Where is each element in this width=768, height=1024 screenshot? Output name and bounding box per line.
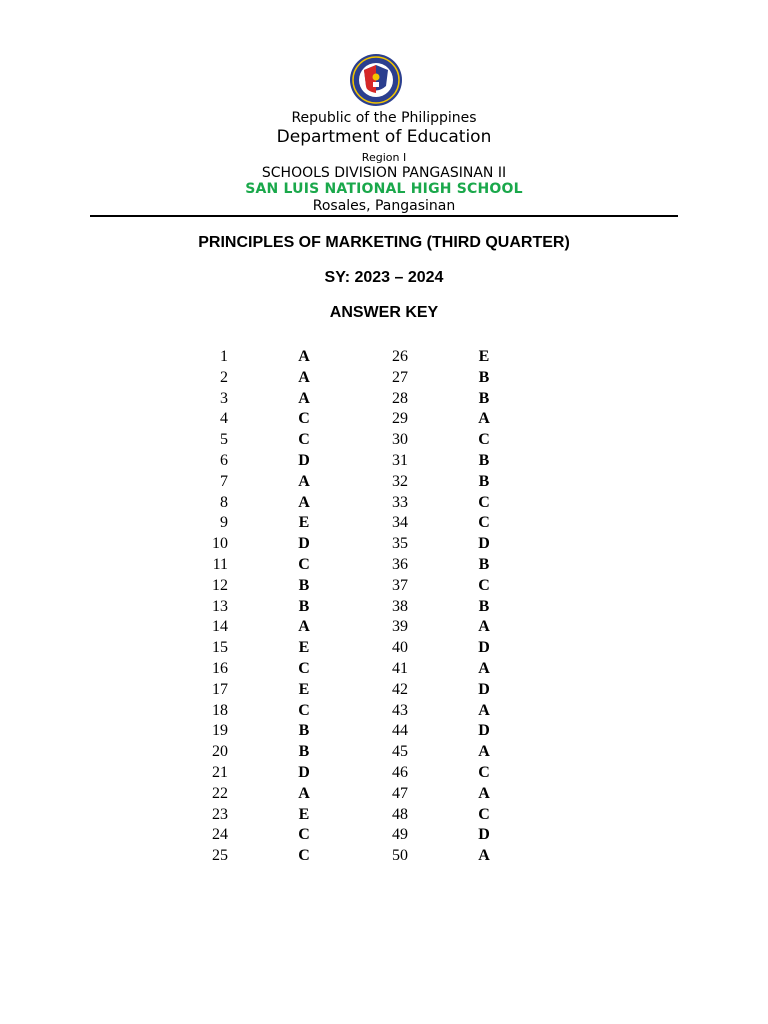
item-number: 31 (392, 452, 408, 469)
item-number: 22 (212, 784, 228, 802)
item-answer: A (298, 368, 310, 386)
item-number: 6 (220, 452, 228, 469)
table-row (0, 616, 768, 637)
item-number: 32 (392, 472, 408, 490)
department-line: Department of Education (276, 127, 492, 147)
table-row (0, 679, 768, 700)
item-answer: D (298, 764, 310, 781)
item-number: 45 (392, 743, 408, 761)
item-number: 23 (212, 805, 228, 823)
item-answer: C (298, 660, 310, 677)
item-answer: D (478, 826, 490, 844)
item-answer: D (298, 535, 310, 553)
item-number: 10 (212, 535, 228, 553)
school-year: SY: 2023 – 2024 (324, 269, 444, 286)
item-answer: A (478, 743, 490, 761)
item-answer: A (478, 618, 490, 636)
deped-seal-icon (345, 53, 407, 107)
table-row (0, 637, 768, 658)
school-location: Rosales, Pangasinan (312, 198, 456, 214)
item-answer: C (478, 576, 490, 594)
item-number: 26 (392, 348, 408, 365)
item-answer: E (298, 680, 310, 698)
table-row (0, 845, 768, 866)
item-answer: A (478, 410, 490, 428)
item-number: 24 (212, 826, 228, 844)
table-row (0, 824, 768, 845)
item-answer: D (478, 535, 490, 553)
item-number: 14 (212, 618, 228, 636)
item-answer: A (298, 493, 310, 511)
item-answer: B (478, 472, 490, 490)
table-row (0, 554, 768, 575)
table-row (0, 346, 768, 367)
item-number: 15 (212, 639, 228, 657)
item-number: 47 (392, 784, 408, 802)
division-line: SCHOOLS DIVISION PANGASINAN II (261, 165, 507, 181)
region-line: Region I (361, 151, 407, 164)
item-answer: C (298, 556, 310, 573)
item-number: 36 (392, 556, 408, 573)
item-number: 35 (392, 535, 408, 553)
item-answer: D (478, 680, 490, 698)
item-number: 50 (392, 847, 408, 865)
item-number: 38 (392, 597, 408, 615)
item-number: 17 (212, 680, 228, 698)
item-number: 7 (220, 472, 228, 490)
item-number: 9 (220, 514, 228, 532)
item-number: 21 (212, 764, 228, 781)
item-answer: A (478, 701, 490, 719)
item-answer: B (478, 368, 490, 386)
item-number: 41 (392, 660, 408, 677)
item-number: 30 (392, 431, 408, 449)
item-answer: C (478, 764, 490, 781)
item-answer: C (298, 826, 310, 844)
item-answer: B (298, 597, 310, 615)
table-row (0, 533, 768, 554)
table-row (0, 762, 768, 783)
item-answer: E (298, 639, 310, 657)
item-number: 19 (212, 722, 228, 740)
item-answer: D (478, 639, 490, 657)
item-number: 49 (392, 826, 408, 844)
table-row (0, 367, 768, 388)
item-number: 40 (392, 639, 408, 657)
item-number: 28 (392, 389, 408, 407)
item-number: 13 (212, 597, 228, 615)
item-answer: A (298, 472, 310, 490)
item-answer: A (298, 389, 310, 407)
item-answer: A (478, 784, 490, 802)
item-number: 12 (212, 576, 228, 594)
item-number: 39 (392, 618, 408, 636)
item-answer: E (478, 348, 490, 365)
item-answer: B (478, 556, 490, 573)
item-answer: A (478, 660, 490, 677)
table-row (0, 596, 768, 617)
table-row (0, 575, 768, 596)
item-number: 33 (392, 493, 408, 511)
item-answer: A (478, 847, 490, 865)
table-row (0, 741, 768, 762)
school-name: SAN LUIS NATIONAL HIGH SCHOOL (245, 181, 523, 197)
item-answer: A (298, 784, 310, 802)
item-number: 29 (392, 410, 408, 428)
item-number: 3 (220, 389, 228, 407)
item-answer: B (298, 743, 310, 761)
item-answer: D (298, 452, 310, 469)
item-number: 4 (220, 410, 228, 428)
item-answer: C (478, 805, 490, 823)
table-row (0, 492, 768, 513)
item-answer: C (478, 514, 490, 532)
table-row (0, 658, 768, 679)
item-number: 18 (212, 701, 228, 719)
item-number: 46 (392, 764, 408, 781)
item-answer: C (298, 410, 310, 428)
table-row (0, 429, 768, 450)
item-answer: B (478, 452, 490, 469)
item-answer: B (478, 389, 490, 407)
item-answer: A (298, 348, 310, 365)
item-number: 5 (220, 431, 228, 449)
item-answer: A (298, 618, 310, 636)
item-number: 8 (220, 493, 228, 511)
table-row (0, 804, 768, 825)
item-answer: C (298, 847, 310, 865)
item-answer: B (478, 597, 490, 615)
item-answer: C (478, 431, 490, 449)
answer-key-heading: ANSWER KEY (329, 304, 439, 321)
item-number: 34 (392, 514, 408, 532)
table-row (0, 512, 768, 533)
header-divider (90, 215, 678, 217)
item-answer: C (298, 701, 310, 719)
item-number: 43 (392, 701, 408, 719)
item-number: 1 (220, 348, 228, 365)
table-row (0, 471, 768, 492)
item-number: 2 (220, 368, 228, 386)
table-row (0, 408, 768, 429)
republic-line: Republic of the Philippines (291, 110, 477, 126)
item-number: 20 (212, 743, 228, 761)
table-row (0, 720, 768, 741)
item-number: 44 (392, 722, 408, 740)
item-answer: B (298, 576, 310, 594)
item-number: 27 (392, 368, 408, 386)
table-row (0, 700, 768, 721)
item-answer: C (478, 493, 490, 511)
item-number: 42 (392, 680, 408, 698)
table-row (0, 783, 768, 804)
item-number: 16 (212, 660, 228, 677)
item-number: 48 (392, 805, 408, 823)
item-answer: B (298, 722, 310, 740)
item-number: 25 (212, 847, 228, 865)
item-number: 37 (392, 576, 408, 594)
item-answer: E (298, 514, 310, 532)
item-answer: C (298, 431, 310, 449)
item-answer: D (478, 722, 490, 740)
subject-title: PRINCIPLES OF MARKETING (THIRD QUARTER) (198, 234, 570, 251)
table-row (0, 388, 768, 409)
item-answer: E (298, 805, 310, 823)
item-number: 11 (212, 556, 228, 573)
table-row (0, 450, 768, 471)
